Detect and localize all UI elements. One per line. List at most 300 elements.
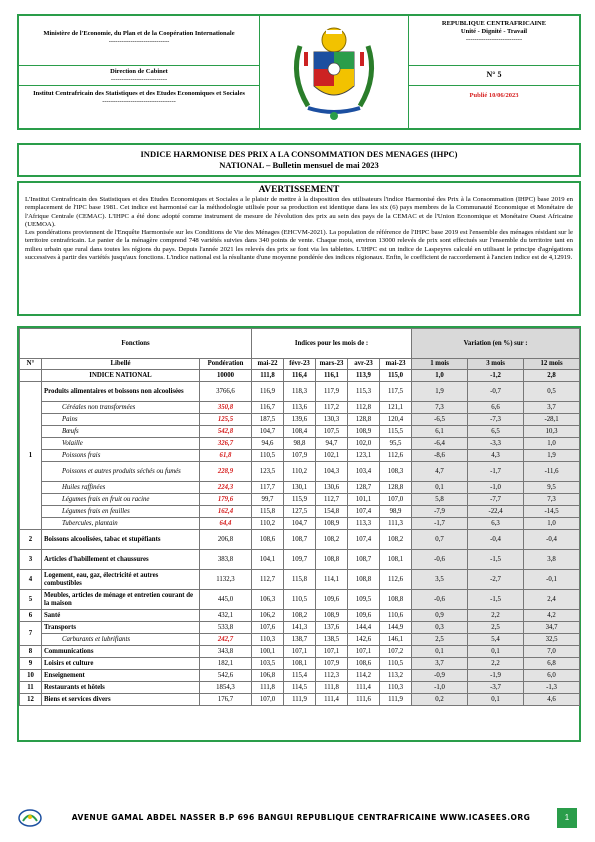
table-row <box>20 550 580 570</box>
table-row <box>20 590 580 610</box>
row-var: 2,8 <box>524 370 580 382</box>
row-idx: 108,4 <box>284 426 316 438</box>
row-idx: 108,2 <box>284 610 316 622</box>
row-var: -7,3 <box>468 414 524 426</box>
row-no: 3 <box>20 550 42 570</box>
row-var: 5,8 <box>412 494 468 506</box>
motto-dots: -------------------------- <box>465 36 523 43</box>
row-idx: 108,7 <box>348 550 380 570</box>
row-var: -6,4 <box>412 438 468 450</box>
row-idx: 110,5 <box>284 590 316 610</box>
row-pond: 445,0 <box>200 590 252 610</box>
table-row <box>20 694 580 706</box>
row-var: 2,5 <box>412 634 468 646</box>
row-idx: 98,8 <box>284 438 316 450</box>
row-idx: 109,5 <box>348 590 380 610</box>
row-idx: 108,6 <box>348 658 380 670</box>
row-pond: 162,4 <box>200 506 252 518</box>
row-var: 6,8 <box>524 658 580 670</box>
row-idx: 102,0 <box>348 438 380 450</box>
document-header <box>17 14 581 130</box>
row-var: -0,6 <box>412 550 468 570</box>
row-pond: 224,3 <box>200 482 252 494</box>
table-row <box>20 634 580 646</box>
row-idx: 108,3 <box>380 462 412 482</box>
header-var-period: 3 mois <box>468 359 524 370</box>
row-label: INDICE NATIONAL <box>42 370 200 382</box>
header-month: mars-23 <box>316 359 348 370</box>
header-indices: Indices pour les mois de : <box>252 329 412 359</box>
row-idx: 116,4 <box>284 370 316 382</box>
table-row <box>20 506 580 518</box>
row-pond: 383,8 <box>200 550 252 570</box>
row-label: Pains <box>42 414 200 426</box>
row-idx: 110,5 <box>380 658 412 670</box>
row-no: 7 <box>20 622 42 646</box>
row-var: 7,0 <box>524 646 580 658</box>
row-idx: 115,5 <box>380 426 412 438</box>
row-idx: 107,2 <box>380 646 412 658</box>
table-row <box>20 622 580 634</box>
row-idx: 114,2 <box>348 670 380 682</box>
row-label: Transports <box>42 622 200 634</box>
row-pond: 228,9 <box>200 462 252 482</box>
row-idx: 144,9 <box>380 622 412 634</box>
row-idx: 107,6 <box>252 622 284 634</box>
header-month: mai-22 <box>252 359 284 370</box>
row-idx: 116,7 <box>252 402 284 414</box>
row-no: 5 <box>20 590 42 610</box>
row-pond: 179,6 <box>200 494 252 506</box>
row-var: 4,7 <box>412 462 468 482</box>
warning-heading: AVERTISSEMENT <box>258 185 340 195</box>
row-idx: 141,3 <box>284 622 316 634</box>
row-var: -22,4 <box>468 506 524 518</box>
row-label: Légumes frais en fruit ou racine <box>42 494 200 506</box>
row-idx: 130,1 <box>284 482 316 494</box>
warning-paragraph-2: Les pondérations proviennent de l'Enquête Harmonisée sur les Conditions de Vie des Ménages (EHCVM-2021). La population de référence de l'IHPC base 2019 est l'ensemble des ménages résidant sur le territoire centrafricain. Le panier de la ménagère comprend 748 variétés suivies dans 340 points de vente. Chaque mois, environ 13000 relevés de prix sont effectués sur l'ensemble du territoire tant en milieu urbain que rural dans toutes les régions du pays. Depuis l'année 2021 les relevés des prix se font via les tablettes. L'IHPC est un indice de Laspeyres calculé en utilisant le principe d'agrégations successives à partir des variétés jusqu'aux fonctions. L'indice national est la résultante d'une moyenne pondérée des indices régionaux. Enfin, le coefficient de raccordement à l'ancien indice est de 4,12919. <box>25 229 573 262</box>
row-idx: 107,1 <box>316 646 348 658</box>
row-var: 6,0 <box>524 670 580 682</box>
table-row <box>20 402 580 414</box>
bulletin-title <box>17 143 581 177</box>
header-left <box>19 16 259 128</box>
row-label: Poissons frais <box>42 450 200 462</box>
row-var: -7,9 <box>412 506 468 518</box>
row-idx: 111,8 <box>252 370 284 382</box>
row-idx: 108,9 <box>316 610 348 622</box>
row-var: -2,7 <box>468 570 524 590</box>
row-var: 0,5 <box>524 382 580 402</box>
row-label: Volaille <box>42 438 200 450</box>
row-idx: 110,2 <box>252 518 284 530</box>
table-row <box>20 530 580 550</box>
bulletin-number: N° 5 <box>409 66 579 86</box>
row-idx: 108,1 <box>380 550 412 570</box>
row-label: Tubercules, plantain <box>42 518 200 530</box>
row-pond: 432,1 <box>200 610 252 622</box>
row-idx: 128,7 <box>348 482 380 494</box>
row-idx: 128,8 <box>380 482 412 494</box>
row-label: Légumes frais en feuilles <box>42 506 200 518</box>
table-header-row-2 <box>20 359 580 370</box>
row-var: 0,1 <box>412 482 468 494</box>
table-header-row-1 <box>20 329 580 359</box>
table-row-total <box>20 370 580 382</box>
row-idx: 107,1 <box>348 646 380 658</box>
row-var: 5,4 <box>468 634 524 646</box>
row-label: Communications <box>42 646 200 658</box>
row-idx: 142,6 <box>348 634 380 646</box>
table-row <box>20 414 580 426</box>
row-idx: 111,9 <box>284 694 316 706</box>
row-pond: 64,4 <box>200 518 252 530</box>
ministry-dots: ---------------------------- <box>108 38 170 45</box>
row-label: Restaurants et hôtels <box>42 682 200 694</box>
row-idx: 117,9 <box>316 382 348 402</box>
header-month: mai-23 <box>380 359 412 370</box>
row-no: 9 <box>20 658 42 670</box>
row-idx: 104,3 <box>316 462 348 482</box>
warning-box <box>17 181 581 316</box>
row-idx: 120,4 <box>380 414 412 426</box>
row-var: 0,7 <box>412 530 468 550</box>
row-var: -1,0 <box>468 482 524 494</box>
ministry-name: Ministère de l'Economie, du Plan et de la Coopération Internationale <box>43 30 235 37</box>
row-idx: 112,7 <box>316 494 348 506</box>
row-var: -11,6 <box>524 462 580 482</box>
row-idx: 106,2 <box>252 610 284 622</box>
row-idx: 112,6 <box>380 450 412 462</box>
row-idx: 107,5 <box>316 426 348 438</box>
row-var: -0,7 <box>468 382 524 402</box>
row-var: 0,1 <box>468 694 524 706</box>
row-idx: 107,9 <box>316 658 348 670</box>
row-pond: 242,7 <box>200 634 252 646</box>
row-var: 0,2 <box>412 694 468 706</box>
row-idx: 104,7 <box>284 518 316 530</box>
row-idx: 154,8 <box>316 506 348 518</box>
row-idx: 94,6 <box>252 438 284 450</box>
row-idx: 117,2 <box>316 402 348 414</box>
row-idx: 115,8 <box>284 570 316 590</box>
row-pond: 1132,3 <box>200 570 252 590</box>
row-idx: 114,1 <box>316 570 348 590</box>
header-month: févr-23 <box>284 359 316 370</box>
row-var: 4,6 <box>524 694 580 706</box>
row-label: Santé <box>42 610 200 622</box>
row-pond: 542,6 <box>200 670 252 682</box>
row-idx: 113,6 <box>284 402 316 414</box>
row-pond: 326,7 <box>200 438 252 450</box>
row-idx: 113,9 <box>348 370 380 382</box>
row-label: Carburants et lubrifiants <box>42 634 200 646</box>
row-idx: 111,8 <box>316 682 348 694</box>
header-fonctions: Fonctions <box>20 329 252 359</box>
row-label: Loisirs et culture <box>42 658 200 670</box>
row-idx: 108,8 <box>380 590 412 610</box>
row-idx: 104,1 <box>252 550 284 570</box>
row-idx: 114,5 <box>284 682 316 694</box>
table-row <box>20 646 580 658</box>
row-label: Meubles, articles de ménage et entretien courant de la maison <box>42 590 200 610</box>
row-var: 34,7 <box>524 622 580 634</box>
row-idx: 103,5 <box>252 658 284 670</box>
row-idx: 111,9 <box>380 694 412 706</box>
row-pond: 10000 <box>200 370 252 382</box>
row-var: 6,3 <box>468 518 524 530</box>
row-var: 32,5 <box>524 634 580 646</box>
row-idx: 144,4 <box>348 622 380 634</box>
row-var: 1,0 <box>412 370 468 382</box>
institute-dots: ---------------------------------- <box>102 98 176 105</box>
row-idx: 107,4 <box>348 506 380 518</box>
row-no: 8 <box>20 646 42 658</box>
row-var: -0,6 <box>412 590 468 610</box>
row-idx: 108,8 <box>316 550 348 570</box>
title-line-2: NATIONAL – Bulletin mensuel de mai 2023 <box>219 160 379 170</box>
coat-of-arms-icon <box>260 16 408 128</box>
row-var: -1,5 <box>468 550 524 570</box>
row-idx: 110,3 <box>380 682 412 694</box>
row-var: -0,1 <box>524 570 580 590</box>
row-idx: 137,6 <box>316 622 348 634</box>
table-row <box>20 610 580 622</box>
row-idx: 109,6 <box>348 610 380 622</box>
row-var: 1,0 <box>524 518 580 530</box>
table-row <box>20 382 580 402</box>
row-var: -0,4 <box>468 530 524 550</box>
row-var: 3,8 <box>524 550 580 570</box>
row-idx: 106,3 <box>252 590 284 610</box>
row-idx: 115,4 <box>284 670 316 682</box>
row-var: 7,3 <box>412 402 468 414</box>
row-pond: 61,8 <box>200 450 252 462</box>
row-idx: 111,4 <box>316 694 348 706</box>
row-var: 2,2 <box>468 658 524 670</box>
row-var: 7,3 <box>524 494 580 506</box>
row-idx: 118,3 <box>284 382 316 402</box>
row-label: Produits alimentaires et boissons non alcoolisées <box>42 382 200 402</box>
row-idx: 112,7 <box>252 570 284 590</box>
republic-name: REPUBLIQUE CENTRAFRICAINE <box>441 20 547 27</box>
row-idx: 98,9 <box>380 506 412 518</box>
row-label: Huiles raffinées <box>42 482 200 494</box>
table-row <box>20 482 580 494</box>
table-row <box>20 450 580 462</box>
row-idx: 138,7 <box>284 634 316 646</box>
row-idx: 187,5 <box>252 414 284 426</box>
row-no: 12 <box>20 694 42 706</box>
row-idx: 123,5 <box>252 462 284 482</box>
page-number: 1 <box>557 808 577 828</box>
row-pond: 206,8 <box>200 530 252 550</box>
row-pond: 3766,6 <box>200 382 252 402</box>
row-idx: 104,7 <box>252 426 284 438</box>
row-pond: 182,1 <box>200 658 252 670</box>
row-var: 0,1 <box>412 646 468 658</box>
row-idx: 94,7 <box>316 438 348 450</box>
row-idx: 127,5 <box>284 506 316 518</box>
row-var: -8,6 <box>412 450 468 462</box>
table-row <box>20 438 580 450</box>
header-month: avr-23 <box>348 359 380 370</box>
row-var: -7,7 <box>468 494 524 506</box>
row-label: Bœufs <box>42 426 200 438</box>
header-no: N° <box>20 359 42 370</box>
row-idx: 107,1 <box>284 646 316 658</box>
row-no: 2 <box>20 530 42 550</box>
row-var: 3,7 <box>524 402 580 414</box>
header-right <box>409 16 579 128</box>
row-idx: 117,5 <box>380 382 412 402</box>
row-idx: 108,2 <box>316 530 348 550</box>
row-idx: 116,9 <box>252 382 284 402</box>
row-var: 3,7 <box>412 658 468 670</box>
header-ponderation: Pondération <box>200 359 252 370</box>
row-idx: 102,1 <box>316 450 348 462</box>
row-var: 4,2 <box>524 610 580 622</box>
row-label: Articles d'habillement et chaussures <box>42 550 200 570</box>
footer-address: AVENUE GAMAL ABDEL NASSER B.P 696 BANGUI REPUBLIQUE CENTRAFRICAINE WWW.ICASEES.ORG <box>71 813 531 822</box>
row-idx: 111,6 <box>348 694 380 706</box>
table-row <box>20 462 580 482</box>
row-idx: 101,1 <box>348 494 380 506</box>
row-idx: 103,4 <box>348 462 380 482</box>
row-no: 10 <box>20 670 42 682</box>
row-var: -1,7 <box>468 462 524 482</box>
row-idx: 112,6 <box>380 570 412 590</box>
cabinet-cell <box>19 66 259 86</box>
row-pond: 542,8 <box>200 426 252 438</box>
row-pond: 350,8 <box>200 402 252 414</box>
row-idx: 108,9 <box>348 426 380 438</box>
row-var: 0,9 <box>412 610 468 622</box>
row-var: -14,5 <box>524 506 580 518</box>
row-label: Biens et services divers <box>42 694 200 706</box>
motto: Unité - Dignité - Travail <box>460 28 528 35</box>
row-idx: 130,6 <box>316 482 348 494</box>
row-idx: 121,1 <box>380 402 412 414</box>
table-row <box>20 658 580 670</box>
row-var: 3,5 <box>412 570 468 590</box>
row-idx: 113,2 <box>380 670 412 682</box>
row-idx: 113,3 <box>348 518 380 530</box>
institute-name: Institut Centrafricain des Statistiques et des Etudes Economiques et Sociales <box>33 90 245 97</box>
row-var: 6,5 <box>468 426 524 438</box>
row-idx: 138,5 <box>316 634 348 646</box>
row-idx: 111,8 <box>252 682 284 694</box>
row-idx: 115,8 <box>252 506 284 518</box>
header-libelle: Libellé <box>42 359 200 370</box>
table-row <box>20 426 580 438</box>
row-var: -28,1 <box>524 414 580 426</box>
row-var: -1,3 <box>524 682 580 694</box>
row-idx: 108,8 <box>348 570 380 590</box>
row-idx: 111,4 <box>348 682 380 694</box>
row-idx: 115,3 <box>348 382 380 402</box>
row-idx: 110,3 <box>252 634 284 646</box>
row-no <box>20 370 42 382</box>
row-idx: 128,8 <box>348 414 380 426</box>
row-var: 1,0 <box>524 438 580 450</box>
row-idx: 139,6 <box>284 414 316 426</box>
row-no: 1 <box>20 382 42 530</box>
row-var: -3,3 <box>468 438 524 450</box>
row-idx: 108,1 <box>284 658 316 670</box>
emblem-cell <box>259 16 409 128</box>
row-pond: 533,8 <box>200 622 252 634</box>
row-idx: 110,6 <box>380 610 412 622</box>
header-var-period: 1 mois <box>412 359 468 370</box>
published-date: Publié 10/06/2023 <box>469 92 519 99</box>
page-footer <box>17 808 581 828</box>
row-label: Poissons et autres produits séchés ou fumés <box>42 462 200 482</box>
row-idx: 111,3 <box>380 518 412 530</box>
row-var: -1,9 <box>468 670 524 682</box>
row-pond: 1854,3 <box>200 682 252 694</box>
warning-paragraph-1: L'Institut Centrafricain des Statistiques et des Etudes Economiques et Sociales a le plaisir de mettre à la disposition des utilisateurs l'indice Harmonisé des Prix à la Consommation (IHPC) base 2019 en remplacement de l'IPC base 1981. Cet indice est harmonisé car la méthodologie utilisée pour sa production est identique dans les six (6) pays membres de la Communauté Economique et Monétaire de l'Afrique Centrale (CEMAC). L'IHPC a été donc adopté comme instrument de mesure de l'évolution des prix au sein des pays de la CEMAC et de l'Union Economique et Monétaire Ouest Africaine (UEMOA). <box>25 196 573 228</box>
row-label: Enseignement <box>42 670 200 682</box>
row-no: 4 <box>20 570 42 590</box>
row-idx: 112,8 <box>348 402 380 414</box>
row-var: 1,9 <box>524 450 580 462</box>
row-idx: 109,7 <box>284 550 316 570</box>
row-var: -1,7 <box>412 518 468 530</box>
row-var: -3,7 <box>468 682 524 694</box>
row-var: 2,5 <box>468 622 524 634</box>
table-row <box>20 494 580 506</box>
row-idx: 108,7 <box>284 530 316 550</box>
row-var: 4,3 <box>468 450 524 462</box>
row-idx: 108,6 <box>252 530 284 550</box>
row-idx: 107,0 <box>252 694 284 706</box>
row-label: Logement, eau, gaz, électricité et autres combustibles <box>42 570 200 590</box>
row-idx: 123,1 <box>348 450 380 462</box>
row-idx: 109,6 <box>316 590 348 610</box>
icasees-logo-icon <box>17 808 43 828</box>
row-var: 9,5 <box>524 482 580 494</box>
row-var: 0,1 <box>468 646 524 658</box>
table-row <box>20 682 580 694</box>
row-pond: 125,5 <box>200 414 252 426</box>
row-idx: 112,3 <box>316 670 348 682</box>
row-label: Boissons alcoolisées, tabac et stupéfiants <box>42 530 200 550</box>
row-var: -6,5 <box>412 414 468 426</box>
row-idx: 110,2 <box>284 462 316 482</box>
row-idx: 107,0 <box>380 494 412 506</box>
row-var: 1,9 <box>412 382 468 402</box>
row-idx: 110,5 <box>252 450 284 462</box>
header-var-period: 12 mois <box>524 359 580 370</box>
institute-cell <box>19 86 259 128</box>
index-table <box>19 328 580 706</box>
header-variation: Variation (en %) sur : <box>412 329 580 359</box>
row-no: 11 <box>20 682 42 694</box>
row-no: 6 <box>20 610 42 622</box>
row-idx: 117,7 <box>252 482 284 494</box>
row-var: 6,6 <box>468 402 524 414</box>
row-var: 2,2 <box>468 610 524 622</box>
row-var: 10,3 <box>524 426 580 438</box>
row-idx: 107,4 <box>348 530 380 550</box>
row-idx: 108,2 <box>380 530 412 550</box>
row-var: 0,3 <box>412 622 468 634</box>
row-idx: 146,1 <box>380 634 412 646</box>
row-idx: 95,5 <box>380 438 412 450</box>
cabinet-dots: -------------------------- <box>110 76 168 83</box>
row-var: -0,9 <box>412 670 468 682</box>
